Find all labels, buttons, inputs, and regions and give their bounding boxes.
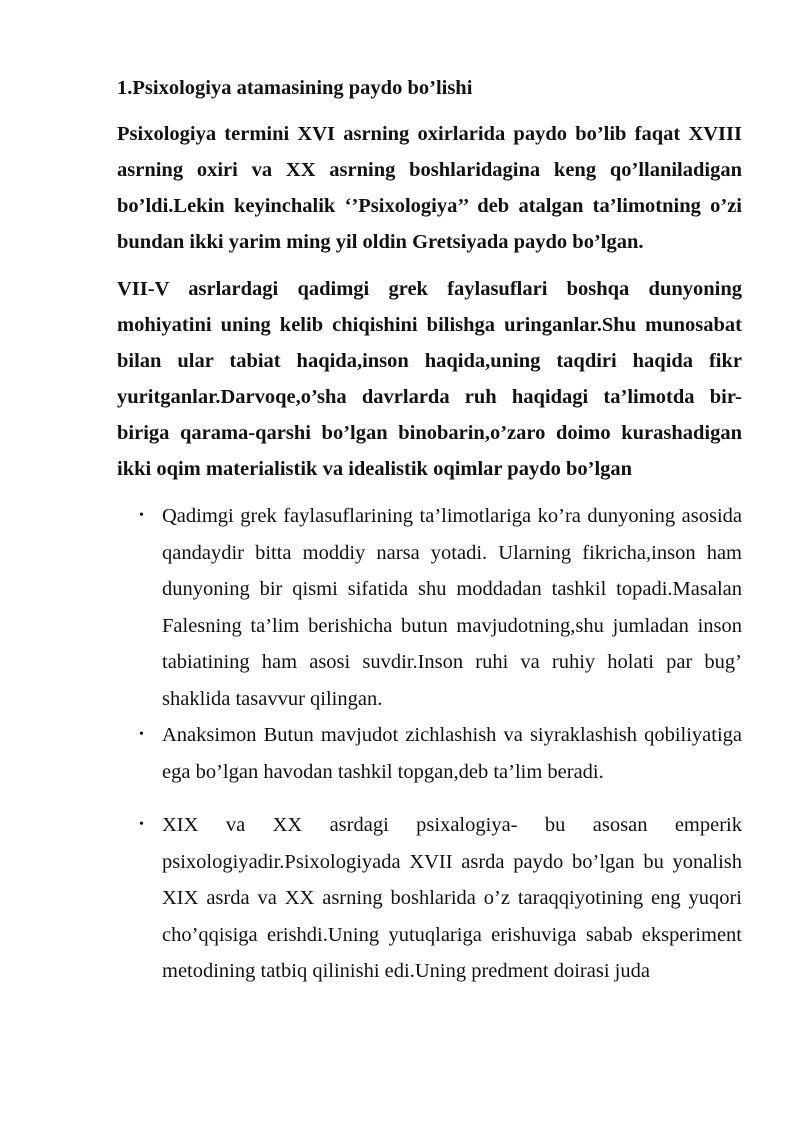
list-item-text: Qadimgi grek faylasuflarining ta’limotlariga ko’ra dunyoning asosida qandaydir bitta moddiy narsa yotadi. Ularning fikricha,inson ham dunyoning bir qismi sifatida shu moddadan tashkil topadi.Masalan Falesning ta’lim berishicha butun mavjudotning,shu jumladan inson tabiatining ham asosi suvdir.Inson ruhi va ruhiy holati par bug’ shaklida tasavvur qilingan. — [162, 505, 742, 710]
list-item — [117, 498, 742, 717]
document-page — [117, 70, 742, 990]
bullet-list — [117, 498, 742, 990]
section-heading: 1.Psixologiya atamasining paydo bo’lishi — [117, 77, 473, 99]
bullet-icon: • — [139, 508, 144, 523]
list-item-text: Anaksimon Butun mavjudot zichlashish va siyraklashish qobiliyatiga ega bo’lgan havodan tashkil topgan,deb ta’lim beradi. — [162, 724, 742, 783]
paragraph-greek-philosophers: VII-V asrlardagi qadimgi grek faylasuflari boshqa dunyoning mohiyatini uning kelib chiqishini bilishga uringanlar.Shu munosabat bilan ular tabiat haqida,inson haqida,uning taqdiri haqida fikr yuritganlar.Darvoqe,o’sha davrlarda ruh haqidagi ta’limotda bir-biriga qarama-qarshi bo’lgan binobarin,o’zaro doimo kurashadigan ikki oqim materialistik va idealistik oqimlar paydo bo’lgan — [117, 278, 742, 480]
list-item — [117, 807, 742, 990]
list-item — [117, 717, 742, 790]
paragraph-psychology-term: Psixologiya termini XVI asrning oxirlarida paydo bo’lib faqat XVIII asrning oxiri va XX asrning boshlaridagina keng qo’llaniladigan bo’ldi.Lekin keyinchalik ‘’Psixologiya’’ deb atalgan ta’limotning o’zi bundan ikki yarim ming yil oldin Gretsiyada paydo bo’lgan. — [117, 123, 742, 253]
bullet-icon: • — [139, 727, 144, 742]
list-item-text: XIX va XX asrdagi psixalogiya- bu asosan emperik psixologiyadir.Psixologiyada XVII asrda paydo bo’lgan bu yonalish XIX asrda va XX asrning boshlarida o’z taraqqiyotining eng yuqori cho’qqisiga erishdi.Uning yutuqlariga erishuviga sabab eksperiment metodining tatbiq qilinishi edi.Uning predment doirasi juda — [162, 814, 742, 982]
bullet-icon: • — [139, 817, 144, 832]
